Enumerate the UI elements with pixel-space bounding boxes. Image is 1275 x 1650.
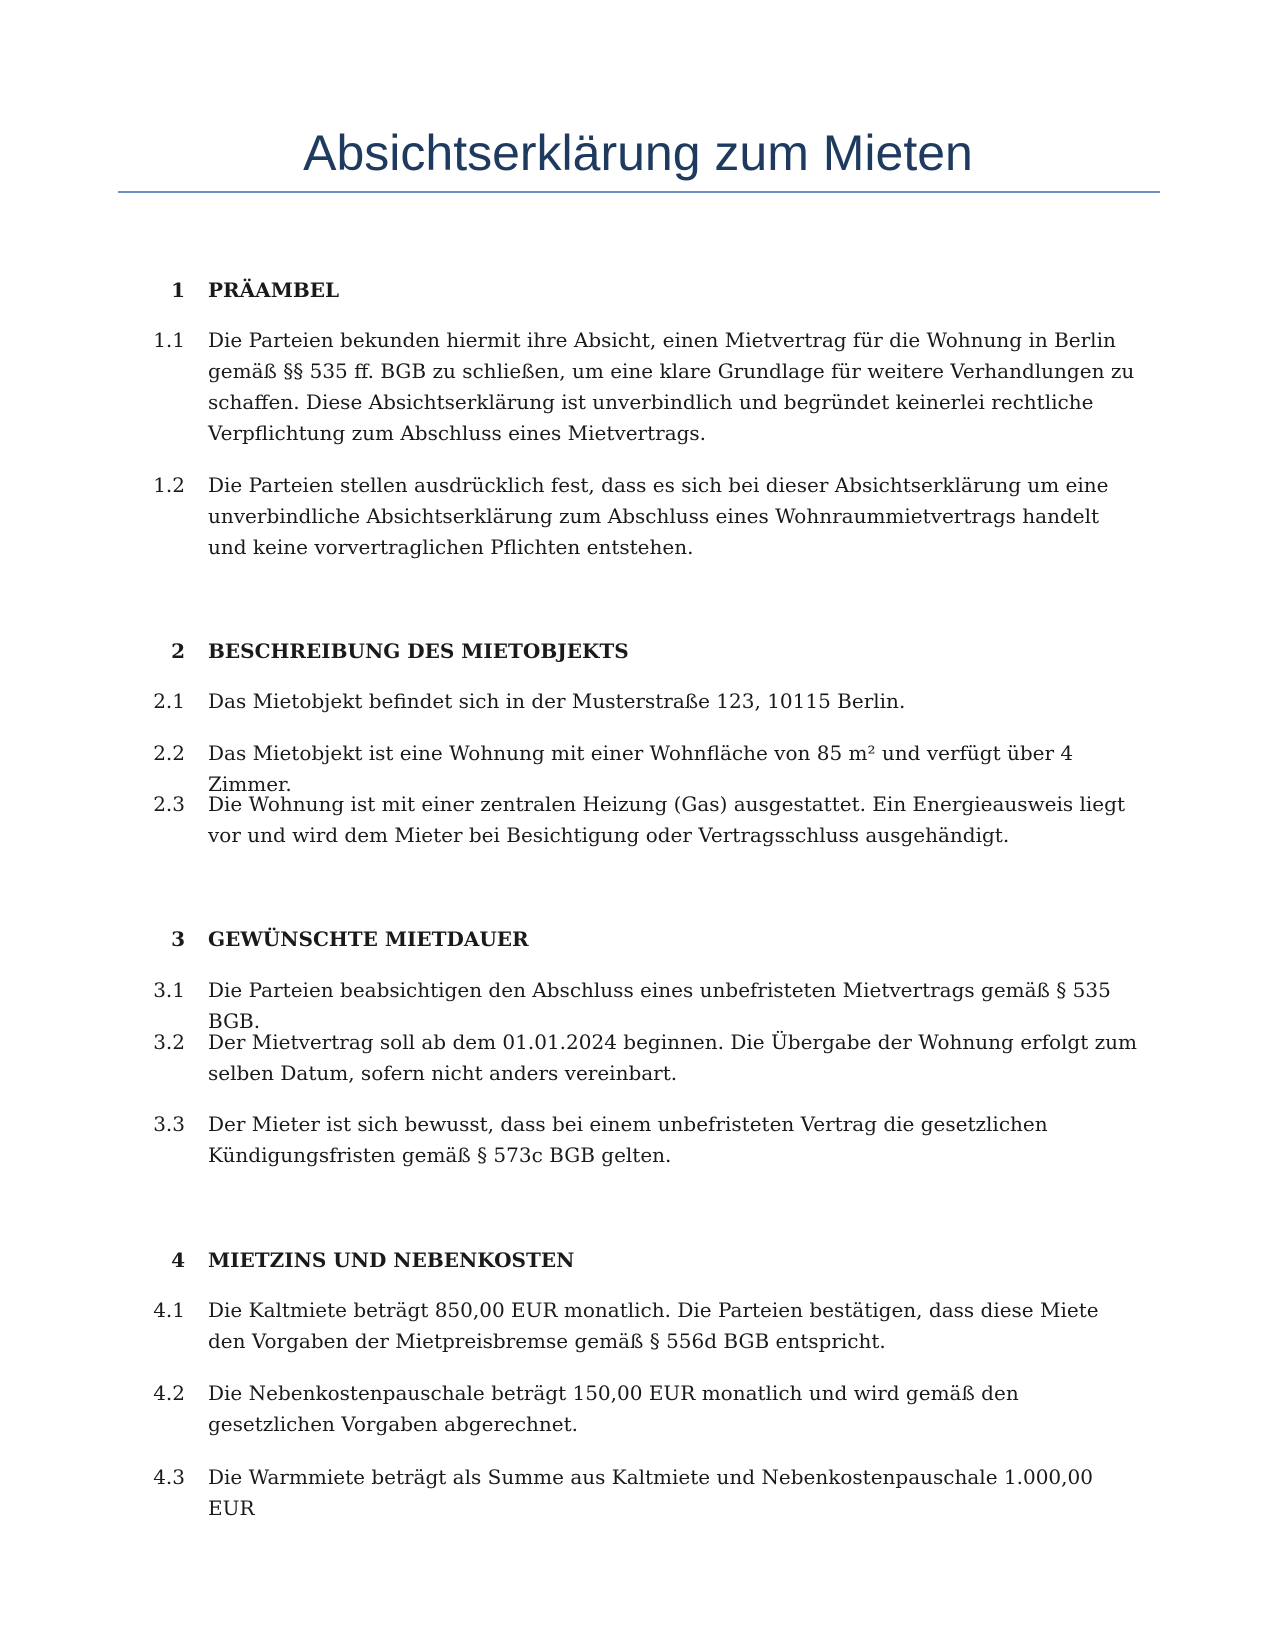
clause-number: 4.2 [153, 1381, 185, 1405]
clause-text: Die Parteien bekunden hiermit ihre Absicht, einen Mietvertrag für die Wohnung in Berlin gemäß §§ 535 ff. BGB zu schließen, um eine klare Grundlage für weitere Verhandlungen zu schaffen. Diese Absichtserklärung ist unverbindlich und begründet keinerlei rechtliche Verpflichtung zum Abschluss eines Mietvertrags. [208, 328, 1135, 445]
clause-text: Die Parteien stellen ausdrücklich fest, dass es sich bei dieser Absichtserklärung um eine unverbindliche Absichtserklärung zum Abschluss eines Wohnraummietvertrags handelt und keine vorvertraglichen Pflichten entstehen. [208, 473, 1109, 559]
section-title: BESCHREIBUNG DES MIETOBJEKTS [208, 639, 629, 663]
clause-text: Die Wohnung ist mit einer zentralen Heizung (Gas) ausgestattet. Ein Energieausweis liegt vor und wird dem Mieter bei Besichtigung oder Vertragsschluss ausgehändigt. [208, 792, 1125, 847]
clause-number: 2.1 [153, 689, 185, 713]
section-number: 4 [171, 1248, 185, 1272]
section-number: 1 [171, 278, 185, 302]
clause-number: 3.2 [153, 1030, 185, 1054]
clause-number: 1.2 [153, 473, 185, 497]
clause-number: 3.3 [153, 1112, 185, 1136]
clause-text: Die Kaltmiete beträgt 850,00 EUR monatlich. Die Parteien bestätigen, dass diese Miete den Vorgaben der Mietpreisbremse gemäß § 556d BGB entspricht. [208, 1298, 1099, 1353]
clause-number: 3.1 [153, 978, 185, 1002]
clause-text: Die Parteien beabsichtigen den Abschluss eines unbefristeten Mietvertrags gemäß § 535 BGB. [208, 978, 1111, 1033]
section-number: 2 [171, 639, 185, 663]
clause-number: 1.1 [153, 328, 185, 352]
clause-text: Das Mietobjekt ist eine Wohnung mit einer Wohnfläche von 85 m² und verfügt über 4 Zimmer. [208, 741, 1074, 796]
section-title: MIETZINS UND NEBENKOSTEN [208, 1248, 575, 1272]
clause-text: Das Mietobjekt befindet sich in der Musterstraße 123, 10115 Berlin. [208, 689, 906, 713]
clause-number: 2.2 [153, 741, 185, 765]
section-title: PRÄAMBEL [208, 278, 340, 302]
title-divider [118, 191, 1160, 193]
section-number: 3 [171, 927, 185, 951]
clause-text: Die Nebenkostenpauschale beträgt 150,00 EUR monatlich und wird gemäß den gesetzlichen Vorgaben abgerechnet. [208, 1381, 1019, 1436]
document-title: Absichtserklärung zum Mieten [303, 125, 973, 181]
clause-number: 4.3 [153, 1465, 185, 1489]
clause-text: Der Mieter ist sich bewusst, dass bei einem unbefristeten Vertrag die gesetzlichen Kündigungsfristen gemäß § 573c BGB gelten. [208, 1112, 1048, 1167]
section-title: GEWÜNSCHTE MIETDAUER [208, 927, 529, 951]
clause-text: Der Mietvertrag soll ab dem 01.01.2024 beginnen. Die Übergabe der Wohnung erfolgt zum selben Datum, sofern nicht anders vereinbart. [208, 1030, 1138, 1085]
clause-text: Die Warmmiete beträgt als Summe aus Kaltmiete und Nebenkostenpauschale 1.000,00 EUR [208, 1465, 1093, 1520]
clause-number: 2.3 [153, 792, 185, 816]
clause-number: 4.1 [153, 1298, 185, 1322]
